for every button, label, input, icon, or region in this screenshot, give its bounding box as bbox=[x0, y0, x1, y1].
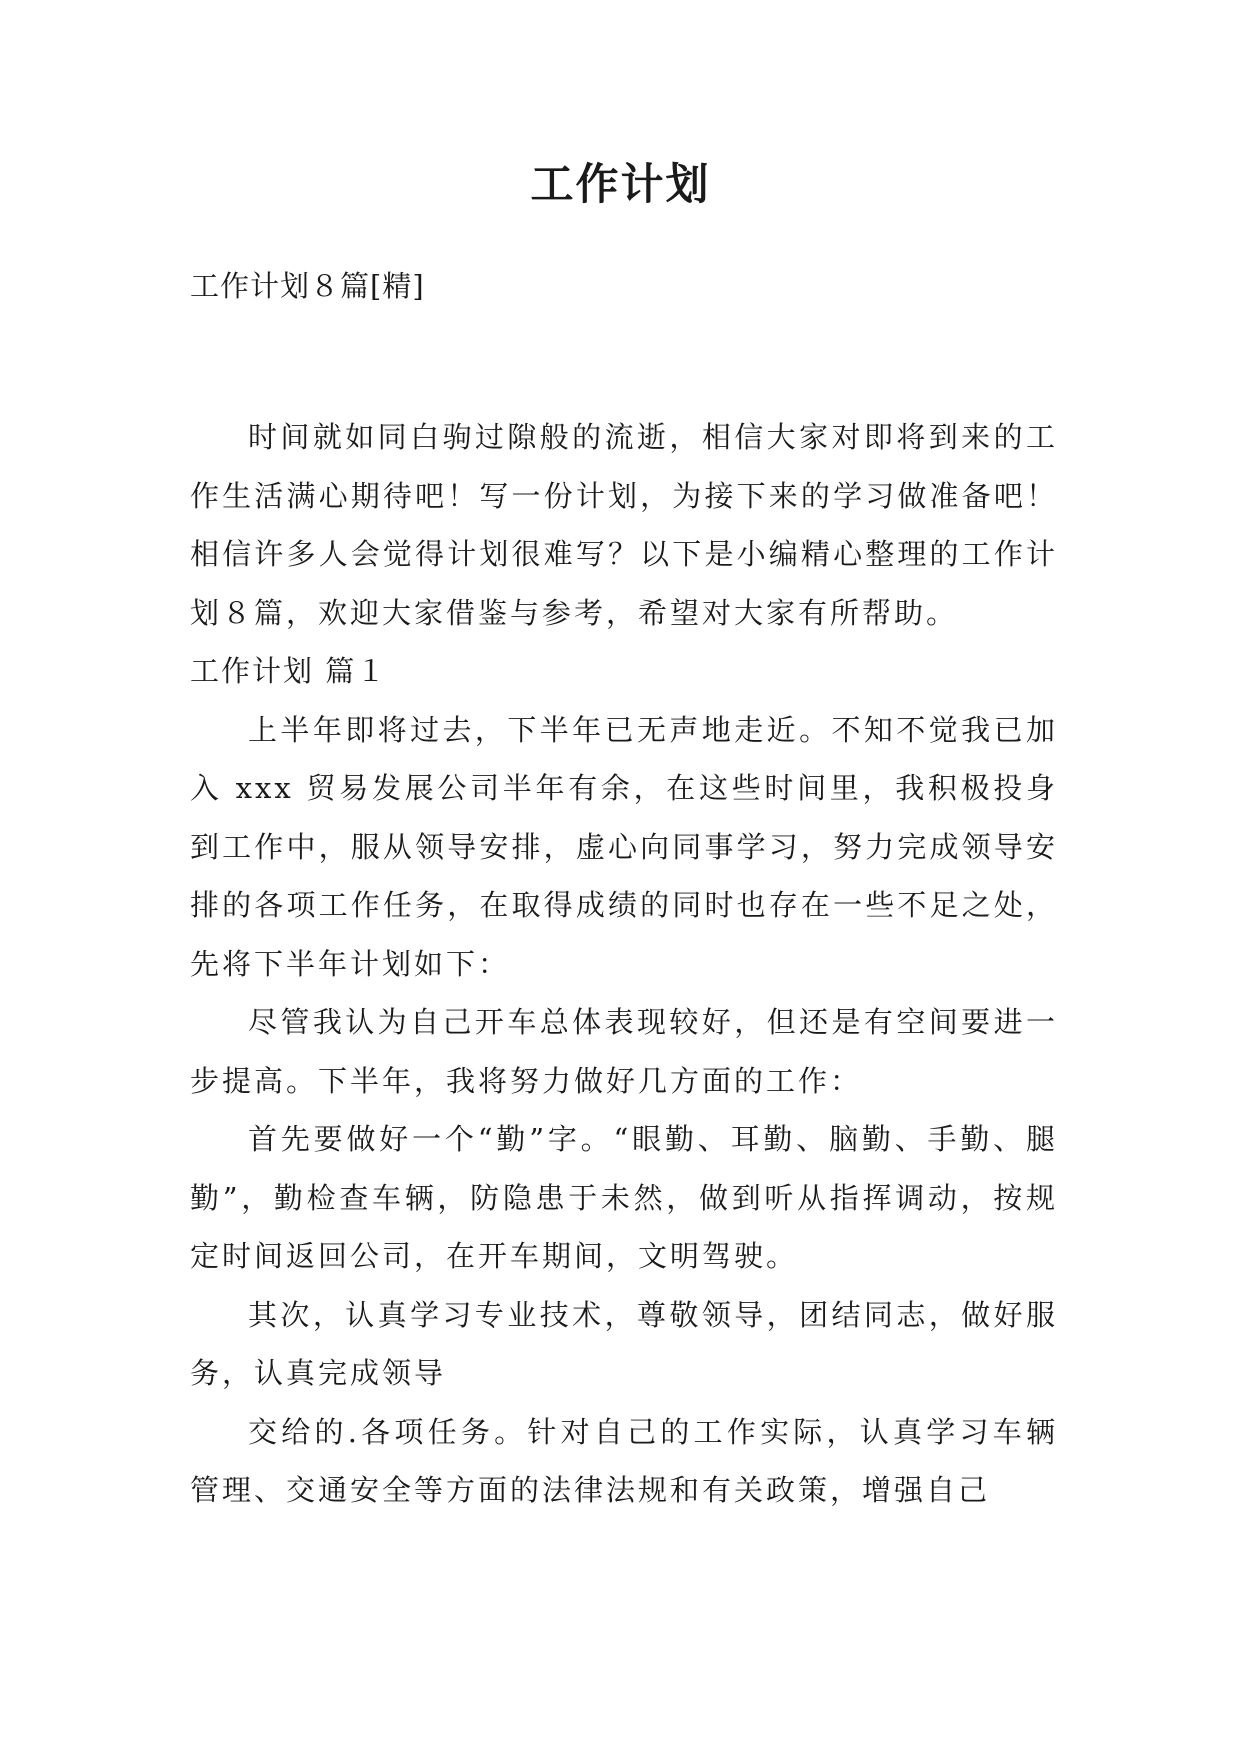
document-subtitle: 工作计划８篇[精] bbox=[190, 269, 425, 303]
body-paragraph: 上半年即将过去，下半年已无声地走近。不知不觉我已加入 xxx 贸易发展公司半年有余，在这些时间里，我积极投身到工作中，服从领导安排，虚心向同事学习，努力完成领导安排的各项工作任务，在取得成绩的同时也存在一些不足之处，先将下半年计划如下： bbox=[190, 712, 1058, 981]
document-title: 工作计划 bbox=[530, 160, 711, 210]
body-paragraph: 交给的.各项任务。针对自己的工作实际，认真学习车辆管理、交通安全等方面的法律法规和有关政策，增强自己 bbox=[190, 1414, 1058, 1507]
body-paragraph: 其次，认真学习专业技术，尊敬领导，团结同志，做好服务，认真完成领导 bbox=[190, 1297, 1058, 1390]
body-paragraph: 尽管我认为自己开车总体表现较好，但还是有空间要进一步提高。下半年，我将努力做好几方面的工作： bbox=[190, 1005, 1058, 1098]
document-body bbox=[190, 408, 1058, 1520]
body-paragraph: 首先要做好一个“勤”字。“眼勤、耳勤、脑勤、手勤、腿勤”，勤检查车辆，防隐患于未然，做到听从指挥调动，按规定时间返回公司，在开车期间，文明驾驶。 bbox=[190, 1122, 1058, 1273]
section-heading: 工作计划 篇１ bbox=[190, 654, 388, 688]
intro-paragraph: 时间就如同白驹过隙般的流逝，相信大家对即将到来的工作生活满心期待吧！写一份计划，为接下来的学习做准备吧！相信许多人会觉得计划很难写？以下是小编精心整理的工作计划８篇，欢迎大家借鉴与参考，希望对大家有所帮助。 bbox=[190, 420, 1058, 630]
